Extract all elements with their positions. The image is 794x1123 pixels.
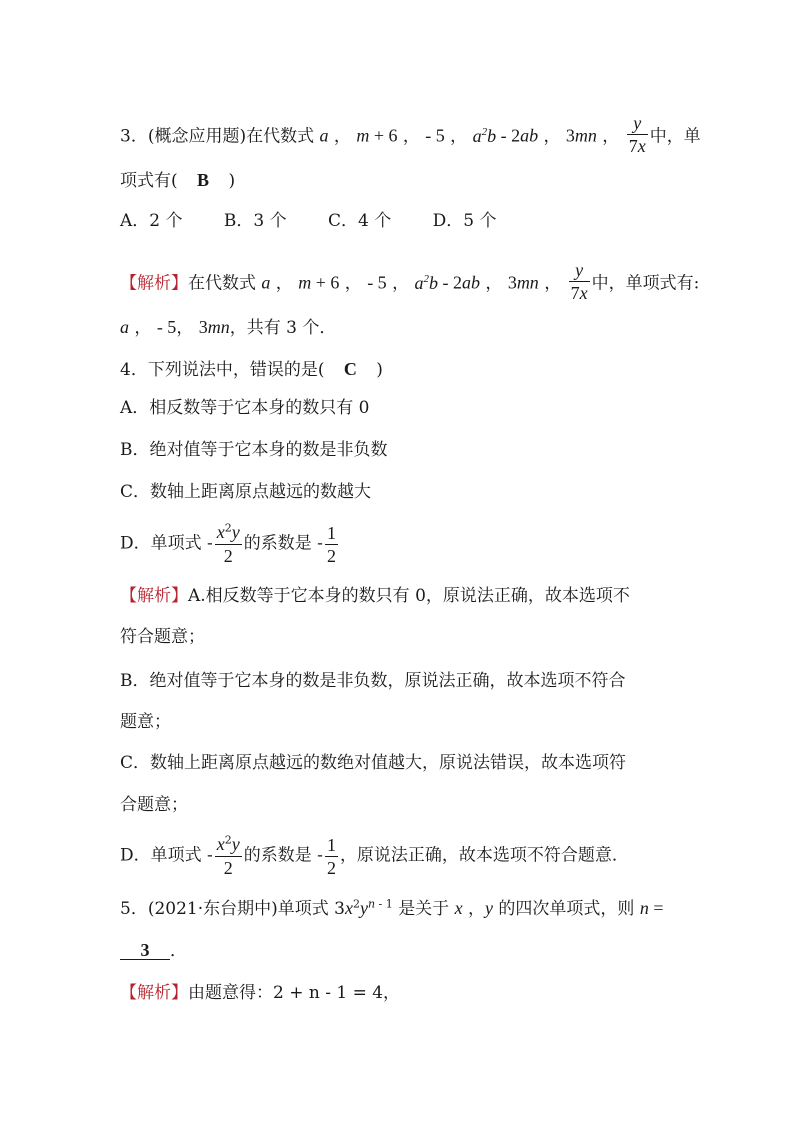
q3-analysis-line2: a ， - 5， 3mn，共有 3 个． xyxy=(120,317,337,338)
q4-stem: 4．下列说法中，错误的是( C ) xyxy=(120,359,383,380)
q3-option-d: D．5 个 xyxy=(432,211,497,231)
q3-answer-line: 项式有( B ) xyxy=(120,170,236,191)
expr-a2b: $a^2b$ xyxy=(472,125,497,146)
analysis-tag: 【解析】 xyxy=(120,273,188,294)
q4-option-b: B．绝对值等于它本身的数是非负数 xyxy=(120,440,388,460)
expr-y-over-7x: $\frac{y}{7x}$ xyxy=(628,113,646,156)
q5-answer-line: 3 ． xyxy=(120,941,187,960)
q3-option-b: B．3 个 xyxy=(223,211,287,231)
expr-3mn: mn xyxy=(574,125,597,146)
q4-analysis-b: B．绝对值等于它本身的数是非负数，原说法正确，故本选项不符合 xyxy=(120,671,626,691)
q4-analysis-c: C．数轴上距离原点越远的数绝对值越大，原说法错误，故本选项符 xyxy=(120,753,627,773)
q3-answer: B xyxy=(197,170,210,190)
analysis-tag: 【解析】 xyxy=(120,983,188,1003)
expr-a: a xyxy=(319,125,329,146)
analysis-tag: 【解析】 xyxy=(120,586,188,606)
q3-stem: 3．(概念应用题)在代数式 a ， m + 6 ， - 5 ， $a^2b - 2ab$ ， 3mn ， $\frac{y}{7x}$ 中，单 xyxy=(120,113,701,156)
expr-m6: m xyxy=(356,125,370,146)
q3-analysis: 【解析】在代数式 a ， m + 6 ， - 5 ， $a^2b - 2ab$ ， 3mn ， $\frac{y}{7x}$ 中，单项式有: xyxy=(120,260,700,303)
q3-options xyxy=(120,213,497,230)
q4-option-a: A．相反数等于它本身的数只有 0 xyxy=(120,398,370,418)
q3-option-a: A．2 个 xyxy=(120,211,183,231)
q4-analysis-a: 【解析】A.相反数等于它本身的数只有 0，原说法正确，故本选项不 xyxy=(120,586,630,606)
q4-option-d: D．单项式 - $\frac{x^2y}{2}$ 的系数是 - $\frac{1}{2}$ xyxy=(120,521,336,566)
q5-answer: 3 xyxy=(120,941,170,960)
q4-analysis-d: D．单项式 - $\frac{x^2y}{2}$ 的系数是 - $\frac{1}{2}$ ，原说法正确，故本选项不符合题意． xyxy=(120,833,629,878)
q5-stem: 5．(2021·东台期中)单项式 $3x^2y^{n - 1}$ 是关于 x ，y 的四次单项式，则 n = xyxy=(120,897,664,919)
q3-option-c: C．4 个 xyxy=(328,211,392,231)
q4-answer: C xyxy=(343,359,357,379)
q5-analysis: 【解析】由题意得：2 + n - 1 = 4， xyxy=(120,983,401,1003)
q4-option-c: C．数轴上距离原点越远的数越大 xyxy=(120,482,372,502)
